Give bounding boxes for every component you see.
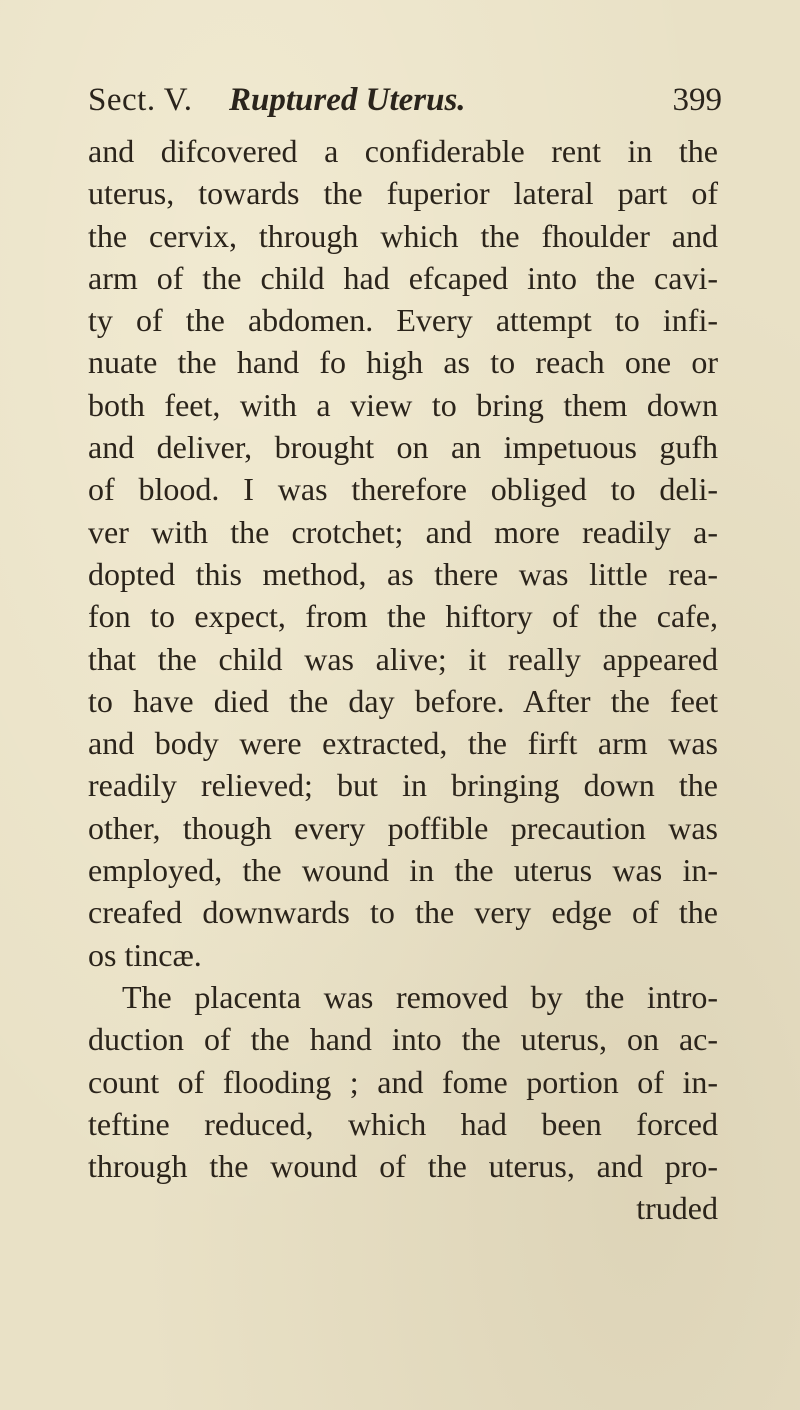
running-title: Ruptured Uterus. bbox=[229, 82, 466, 118]
text-line: duction of the hand into the uterus, on ac- bbox=[88, 1021, 718, 1058]
text-line: and deliver, brought on an impetuous gufh bbox=[88, 429, 718, 466]
text-line: other, though every poffible precaution was bbox=[88, 809, 718, 846]
section-label: Sect. V. bbox=[88, 82, 193, 118]
text-line: fon to expect, from the hiftory of the cafe, bbox=[88, 598, 718, 635]
text-line: creafed downwards to the very edge of the bbox=[88, 894, 718, 931]
catchword: truded bbox=[636, 1190, 718, 1227]
page-number: 399 bbox=[672, 82, 722, 118]
text-line: ty of the abdomen. Every attempt to infi- bbox=[88, 302, 718, 339]
text-line: of blood. I was therefore obliged to deli- bbox=[88, 471, 718, 508]
text-line: both feet, with a view to bring them down bbox=[88, 386, 718, 423]
text-line: to have died the day before. After the feet bbox=[88, 682, 718, 719]
text-line: that the child was alive; it really appeared bbox=[88, 640, 718, 677]
text-line: count of flooding ; and fome portion of in- bbox=[88, 1063, 718, 1100]
text-line: The placenta was removed by the intro- bbox=[122, 978, 718, 1015]
text-line: ver with the crotchet; and more readily a- bbox=[88, 513, 718, 550]
text-line: os tincæ. bbox=[88, 936, 202, 973]
paragraph-2 bbox=[88, 976, 718, 1187]
text-line: teftine reduced, which had been forced bbox=[88, 1105, 718, 1142]
text-line: and difcovered a confiderable rent in the bbox=[88, 133, 718, 169]
running-header bbox=[88, 82, 722, 128]
text-line: employed, the wound in the uterus was in- bbox=[88, 852, 718, 889]
text-line: dopted this method, as there was little rea- bbox=[88, 555, 718, 592]
text-line: arm of the child had efcaped into the cavi- bbox=[88, 259, 718, 296]
text-line: readily relieved; but in bringing down the bbox=[88, 767, 718, 804]
text-line: uterus, towards the fuperior lateral part of bbox=[88, 175, 718, 212]
text-line: nuate the hand fo high as to reach one or bbox=[88, 344, 718, 381]
text-line: the cervix, through which the fhoulder and bbox=[88, 217, 718, 254]
paragraph-1 bbox=[88, 130, 718, 976]
text-line: and body were extracted, the firft arm was bbox=[88, 725, 718, 762]
text-line: through the wound of the uterus, and pro- bbox=[88, 1148, 718, 1185]
body-text bbox=[88, 130, 718, 1230]
